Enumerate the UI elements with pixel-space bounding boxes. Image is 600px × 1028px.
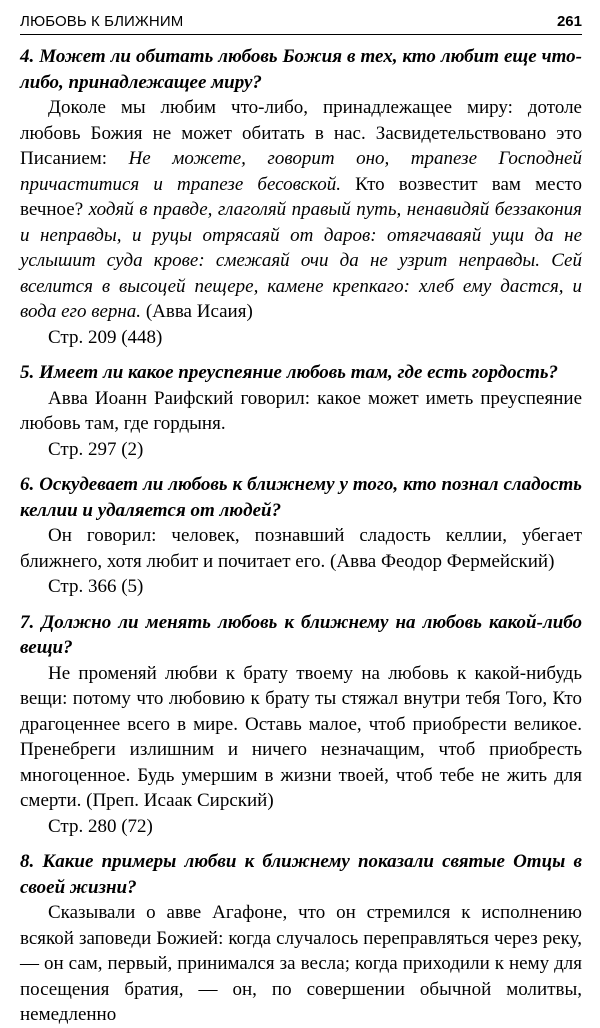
page-reference: Стр. 297 (2): [48, 438, 144, 460]
question-heading: 5. Имеет ли какое преуспеяние любовь там, где есть гордость?: [20, 362, 559, 383]
answer-paragraph: Сказывали о авве Агафоне, что он стремился к исполнению всякой заповеди Божией: когда случалось переправляться через реку, — он сам, первый, принимался за весла; когда приходили к нему для посещения братия, — он, по совершении обычной молитвы, немедленно: [20, 902, 582, 1025]
question-heading: 7. Должно ли менять любовь к ближнему на любовь какой-либо вещи?: [20, 611, 582, 658]
scripture-quote: Не можете, говорит оно, трапезе Господней причаститися и трапезе бесовской.: [20, 148, 582, 195]
chapter-title: ЛЮБОВЬ К БЛИЖНИМ: [20, 13, 184, 30]
page-reference: Стр. 280 (72): [48, 815, 153, 837]
section-6: [20, 472, 582, 600]
answer-text: Кто возвестит вам место вечное?: [20, 173, 582, 220]
answer-paragraph: Авва Иоанн Раифский говорил: какое может иметь преуспеяние любовь там, где гордыня.: [20, 387, 582, 434]
question-heading: 4. Может ли обитать любовь Божия в тех, кто любит еще что-либо, принадлежащее миру?: [20, 46, 582, 93]
section-8: [20, 849, 582, 1028]
page-body: [20, 44, 582, 1028]
question-heading: 8. Какие примеры любви к ближнему показали святые Отцы в своей жизни?: [20, 851, 582, 898]
section-5: [20, 360, 582, 462]
page-reference: Стр. 366 (5): [48, 576, 144, 597]
scripture-quote: ходяй в правде, глаголяй правый путь, ненавидяй беззакония и неправды, и руцы отрясаяй от даров: отягчаваяй ущи да не услышит суда крове: смежаяй очи да не узрит неправды. Сей вселится в высоцей пещере, камене крепкаго: хлеб ему дастся, и вода его верна.: [20, 199, 582, 322]
answer-text: Доколе мы любим что-либо, принадлежащее миру: дотоле любовь Божия не может обитать в нас. Засвидетельствовано это Писанием:: [20, 97, 582, 169]
running-header: [20, 8, 582, 35]
answer-attribution: (Авва Исаия): [141, 301, 253, 322]
answer-paragraph: Он говорил: человек, познавший сладость келлии, убегает ближнего, хотя любит и почитает его. (Авва Феодор Фермейский): [20, 525, 582, 572]
page-number: 261: [556, 13, 582, 30]
question-heading: 6. Оскудевает ли любовь к ближнему у того, кто познал сладость келлии и удаляется от людей?: [20, 474, 582, 521]
section-7: [20, 610, 582, 840]
section-4: [20, 44, 582, 350]
page-reference: Стр. 209 (448): [48, 326, 163, 348]
answer-paragraph: Не променяй любви к брату твоему на любовь к какой-нибудь вещи: потому что любовию к брату ты стяжал внутри тебя Того, Кто драгоценнее всего в мире. Оставь малое, чтоб приобрести великое. Пренебреги излишним и ничего незначащим, чтоб приобресть многоценное. Будь умершим в жизни твоей, чтоб тебе не жить для смерти. (Преп. Исаак Сирский): [20, 662, 582, 811]
answer-paragraph: [20, 95, 582, 325]
